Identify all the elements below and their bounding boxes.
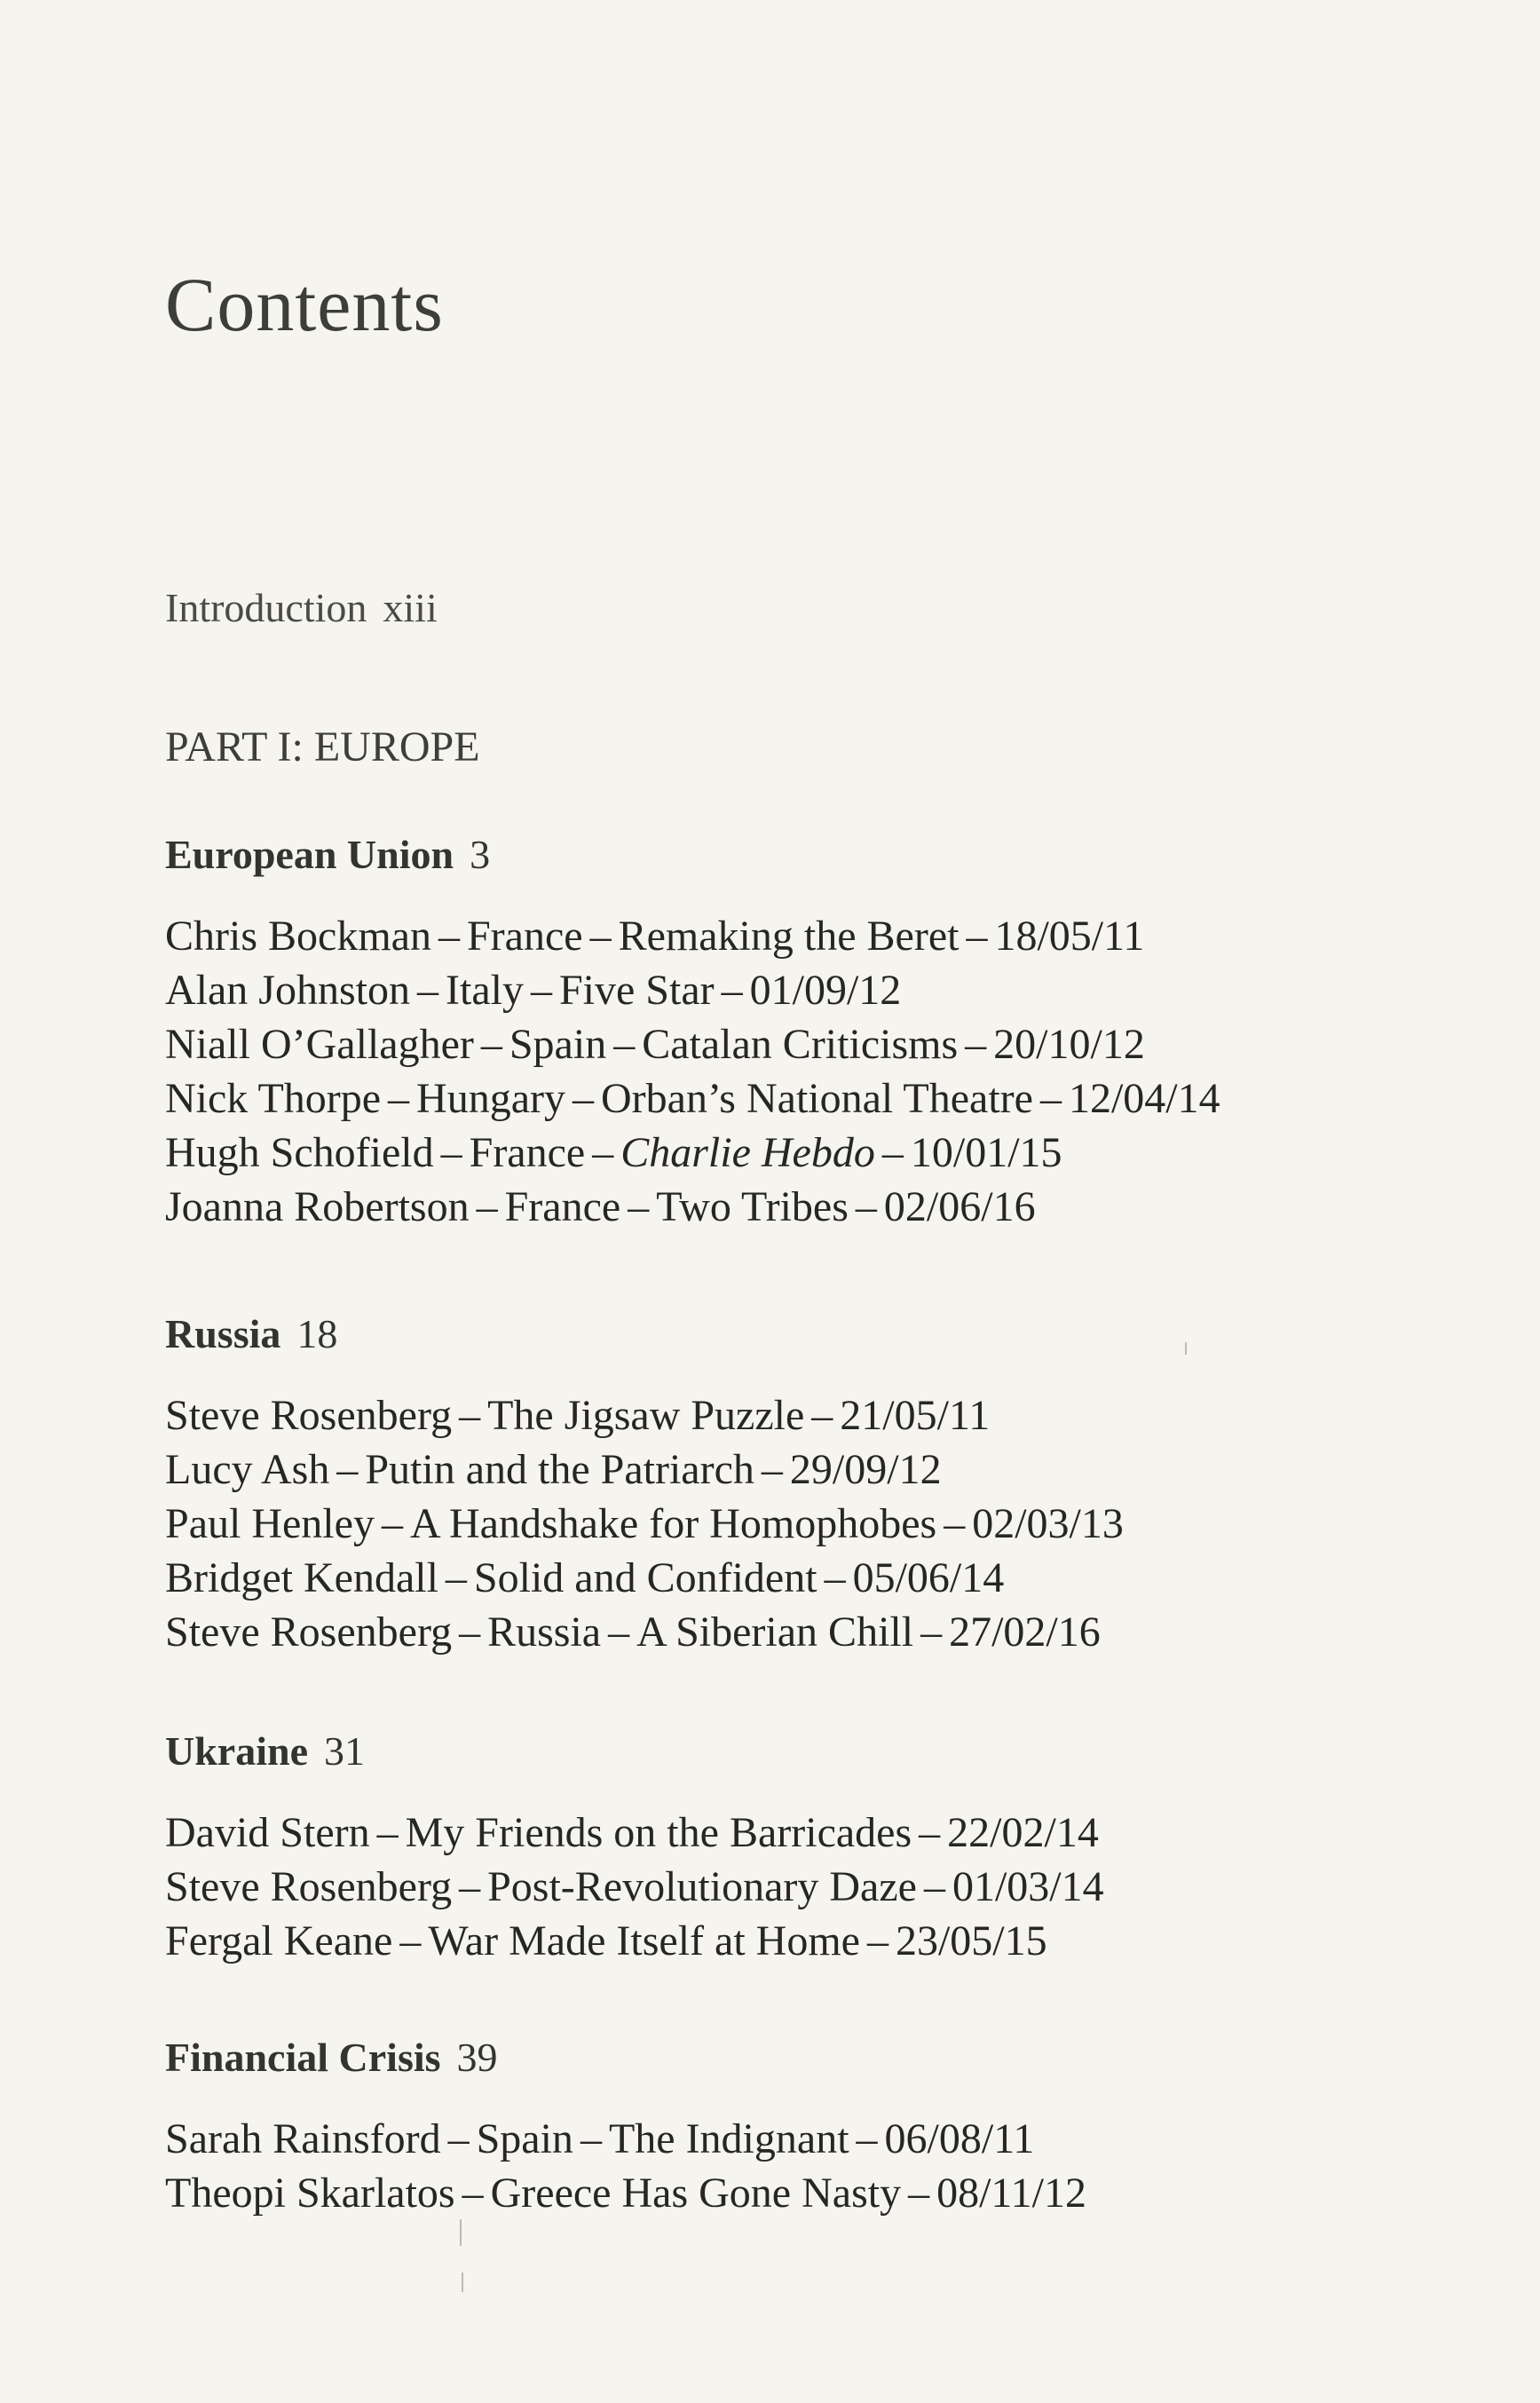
- entry-title: Remaking the Beret: [618, 913, 960, 960]
- list-item: David Stern – My Friends on the Barricades – 22/02/14: [165, 1809, 1099, 1856]
- entry-author: Niall O’Gallagher: [165, 1021, 474, 1068]
- list-item: Niall O’Gallagher – Spain – Catalan Criticisms – 20/10/12: [165, 1021, 1145, 1068]
- list-item: Steve Rosenberg – Russia – A Siberian Chill – 27/02/16: [165, 1609, 1101, 1656]
- list-item: Joanna Robertson – France – Two Tribes – 02/06/16: [165, 1183, 1036, 1230]
- section-financial-crisis: [165, 2037, 1086, 2220]
- list-item: Alan Johnston – Italy – Five Star – 01/09/12: [165, 967, 902, 1014]
- list-item: Hugh Schofield – France – Charlie Hebdo – 10/01/15: [165, 1129, 1062, 1176]
- entry-author: Steve Rosenberg: [165, 1392, 453, 1439]
- entry-date: 18/05/11: [994, 913, 1145, 960]
- section-heading-label: Financial Crisis: [165, 2035, 441, 2080]
- introduction-entry: [165, 585, 438, 630]
- entry-author: Theopi Skarlatos: [165, 2170, 455, 2217]
- scan-mark: [460, 2219, 462, 2246]
- entry-date: 23/05/15: [895, 1917, 1047, 1964]
- entry-title: The Jigsaw Puzzle: [487, 1392, 805, 1439]
- entry-date: 06/08/11: [884, 2115, 1035, 2162]
- section-page-number: 31: [324, 1728, 365, 1774]
- entry-title: A Siberian Chill: [636, 1609, 914, 1656]
- section-heading: [165, 2037, 1086, 2078]
- introduction-label: Introduction: [165, 585, 367, 630]
- entry-country: France: [469, 1129, 586, 1176]
- section-heading-label: Russia: [165, 1311, 281, 1356]
- section-heading: [165, 1311, 1124, 1356]
- entry-author: David Stern: [165, 1809, 370, 1856]
- section-ukraine: [165, 1728, 1104, 1968]
- entry-date: 10/01/15: [910, 1129, 1062, 1176]
- entry-date: 02/03/13: [972, 1500, 1124, 1547]
- section-russia: [165, 1311, 1124, 1659]
- scan-mark: [462, 2273, 463, 2292]
- entry-list: [165, 2112, 1086, 2220]
- entry-date: 05/06/14: [852, 1554, 1005, 1601]
- entry-country: France: [466, 913, 583, 960]
- section-page-number: 3: [470, 832, 491, 877]
- list-item: Paul Henley – A Handshake for Homophobes – 02/03/13: [165, 1500, 1124, 1547]
- entry-title: Putin and the Patriarch: [365, 1446, 754, 1493]
- entry-date: 22/02/14: [947, 1809, 1099, 1856]
- section-european-union: [165, 834, 1220, 1234]
- section-heading: [165, 1728, 1104, 1774]
- entry-country: France: [504, 1183, 621, 1230]
- entry-date: 02/06/16: [883, 1183, 1036, 1230]
- entry-author: Alan Johnston: [165, 967, 410, 1014]
- entry-date: 29/09/12: [789, 1446, 942, 1493]
- entry-date: 20/10/12: [993, 1021, 1145, 1068]
- entry-title: The Indignant: [608, 2115, 849, 2162]
- section-page-number: 18: [296, 1311, 338, 1356]
- list-item: Chris Bockman – France – Remaking the Beret – 18/05/11: [165, 913, 1145, 960]
- part-heading: PART I: EUROPE: [165, 723, 480, 771]
- entry-country: Spain: [476, 2115, 573, 2162]
- entry-author: Steve Rosenberg: [165, 1863, 453, 1910]
- entry-title: Greece Has Gone Nasty: [490, 2170, 902, 2217]
- entry-date: 21/05/11: [840, 1392, 991, 1439]
- page-title: Contents: [165, 262, 444, 347]
- entry-title: Solid and Confident: [473, 1554, 817, 1601]
- list-item: Lucy Ash – Putin and the Patriarch – 29/09/12: [165, 1446, 942, 1493]
- entry-author: Hugh Schofield: [165, 1129, 434, 1176]
- entry-title: My Friends on the Barricades: [405, 1809, 912, 1856]
- list-item: Nick Thorpe – Hungary – Orban’s National Theatre – 12/04/14: [165, 1075, 1220, 1122]
- list-item: Bridget Kendall – Solid and Confident – 05/06/14: [165, 1554, 1005, 1601]
- section-heading-label: Ukraine: [165, 1728, 308, 1774]
- entry-title: Catalan Criticisms: [642, 1021, 959, 1068]
- entry-title: Two Tribes: [656, 1183, 849, 1230]
- entry-country: Hungary: [416, 1075, 565, 1122]
- entry-title: Post-Revolutionary Daze: [487, 1863, 917, 1910]
- entry-author: Nick Thorpe: [165, 1075, 382, 1122]
- list-item: Theopi Skarlatos – Greece Has Gone Nasty – 08/11/12: [165, 2170, 1086, 2217]
- entry-author: Chris Bockman: [165, 913, 431, 960]
- entry-title: Five Star: [558, 967, 715, 1014]
- entry-date: 01/09/12: [749, 967, 902, 1014]
- list-item: Steve Rosenberg – Post-Revolutionary Daze – 01/03/14: [165, 1863, 1104, 1910]
- entry-date: 08/11/12: [936, 2170, 1086, 2217]
- entry-title: Orban’s National Theatre: [601, 1075, 1033, 1122]
- entry-title: War Made Itself at Home: [428, 1917, 860, 1964]
- entry-author: Paul Henley: [165, 1500, 375, 1547]
- entry-list: [165, 909, 1220, 1234]
- entry-country: Russia: [487, 1609, 602, 1656]
- section-page-number: 39: [456, 2035, 498, 2080]
- scan-mark: [1185, 1342, 1187, 1355]
- entry-date: 01/03/14: [952, 1863, 1104, 1910]
- entry-list: [165, 1388, 1124, 1659]
- entry-author: Sarah Rainsford: [165, 2115, 441, 2162]
- entry-author: Fergal Keane: [165, 1917, 393, 1964]
- entry-author: Joanna Robertson: [165, 1183, 470, 1230]
- entry-author: Steve Rosenberg: [165, 1609, 453, 1656]
- list-item: Sarah Rainsford – Spain – The Indignant – 06/08/11: [165, 2115, 1035, 2162]
- entry-title: Charlie Hebdo: [620, 1129, 875, 1176]
- entry-author: Lucy Ash: [165, 1446, 330, 1493]
- introduction-page-number: xiii: [383, 585, 438, 630]
- list-item: Fergal Keane – War Made Itself at Home – 23/05/15: [165, 1917, 1047, 1964]
- entry-country: Spain: [509, 1021, 607, 1068]
- entry-title: A Handshake for Homophobes: [409, 1500, 937, 1547]
- entry-list: [165, 1806, 1104, 1968]
- entry-date: 27/02/16: [949, 1609, 1101, 1656]
- section-heading: [165, 834, 1220, 875]
- section-heading-label: European Union: [165, 832, 454, 877]
- entry-date: 12/04/14: [1068, 1075, 1220, 1122]
- entry-country: Italy: [446, 967, 524, 1014]
- entry-author: Bridget Kendall: [165, 1554, 438, 1601]
- list-item: Steve Rosenberg – The Jigsaw Puzzle – 21/05/11: [165, 1392, 991, 1439]
